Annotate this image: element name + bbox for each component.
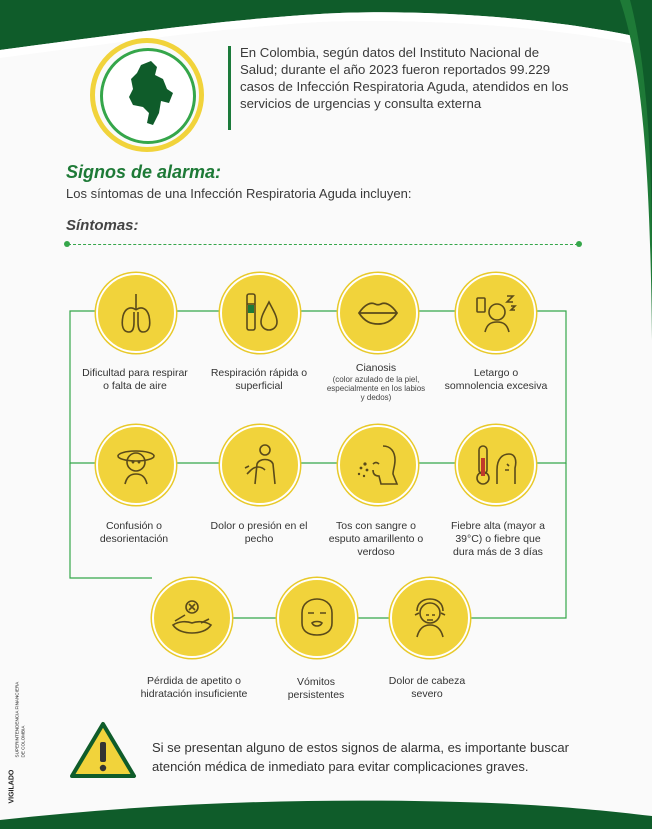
symptom-circle-9 bbox=[152, 578, 232, 658]
lungs-icon bbox=[111, 288, 161, 338]
symptom-label-8: Fiebre alta (mayor a 39°C) o fiebre que dura más de 3 días bbox=[451, 520, 545, 558]
symptoms-heading: Síntomas: bbox=[66, 217, 139, 234]
headache-icon bbox=[405, 593, 455, 643]
thermometer-icon bbox=[471, 440, 521, 490]
empty-plate-icon bbox=[167, 593, 217, 643]
symptom-circle-11 bbox=[390, 578, 470, 658]
warning-text: Si se presentan alguno de estos signos de alarma, es importante buscar atención médica de inmediato para evitar complicaciones graves. bbox=[152, 740, 569, 774]
symptom-label-4: Letargo o somnolencia excesiva bbox=[444, 367, 548, 392]
symptom-circle-10 bbox=[277, 578, 357, 658]
symptom-label-3-note: (color azulado de la piel, especialmente en los labios y dedos) bbox=[326, 375, 426, 402]
symptom-label-1: Dificultad para respirar o falta de aire bbox=[82, 367, 188, 392]
supersalud-line-2: DE COLOMBIA bbox=[20, 725, 25, 758]
symptom-label-3-title: Cianosis bbox=[355, 362, 397, 374]
intro-text: En Colombia, según datos del Instituto Nacional de Salud; durante el año 2023 fueron reportados 99.229 casos de Infección Respiratoria Aguda, atendidos en los servicios de urgencias y consulta externa bbox=[240, 45, 569, 111]
symptom-label-7: Tos con sangre o esputo amarillento o verdoso bbox=[328, 520, 424, 558]
lead-text: Los síntomas de una Infección Respiratoria Aguda incluyen: bbox=[66, 186, 412, 201]
symptom-circle-8 bbox=[456, 425, 536, 505]
dizzy-person-icon bbox=[111, 440, 161, 490]
symptom-circle-7 bbox=[338, 425, 418, 505]
symptom-circle-4 bbox=[456, 273, 536, 353]
symptom-circle-5 bbox=[96, 425, 176, 505]
vigilado-text: VIGILADO bbox=[8, 769, 16, 804]
lips-icon bbox=[353, 288, 403, 338]
supersalud-text bbox=[15, 638, 26, 758]
symptom-label-6: Dolor o presión en el pecho bbox=[210, 520, 308, 545]
vomit-face-icon bbox=[292, 593, 342, 643]
vigilado-mark bbox=[4, 640, 25, 804]
bottom-wave-decoration bbox=[0, 780, 652, 829]
water-drop-icon bbox=[235, 288, 285, 338]
symptom-label-2: Respiración rápida o superficial bbox=[210, 367, 308, 392]
symptom-circle-6 bbox=[220, 425, 300, 505]
chest-pain-icon bbox=[235, 440, 285, 490]
alarm-heading: Signos de alarma: bbox=[66, 162, 222, 182]
sleepy-person-icon bbox=[471, 288, 521, 338]
warning-icon bbox=[68, 720, 138, 782]
cough-icon bbox=[353, 440, 403, 490]
symptom-circle-3 bbox=[338, 273, 418, 353]
symptom-label-10: Vómitos persistentes bbox=[287, 676, 345, 701]
symptom-circle-1 bbox=[96, 273, 176, 353]
symptom-label-11: Dolor de cabeza severo bbox=[388, 675, 466, 700]
symptom-label-3 bbox=[326, 362, 426, 402]
symptom-label-9: Pérdida de apetito o hidratación insuficiente bbox=[140, 675, 248, 700]
supersalud-line-1: SUPERINTENDENCIA FINANCIERA bbox=[14, 681, 20, 758]
symptom-label-5: Confusión o desorientación bbox=[99, 520, 169, 545]
symptom-circle-2 bbox=[220, 273, 300, 353]
